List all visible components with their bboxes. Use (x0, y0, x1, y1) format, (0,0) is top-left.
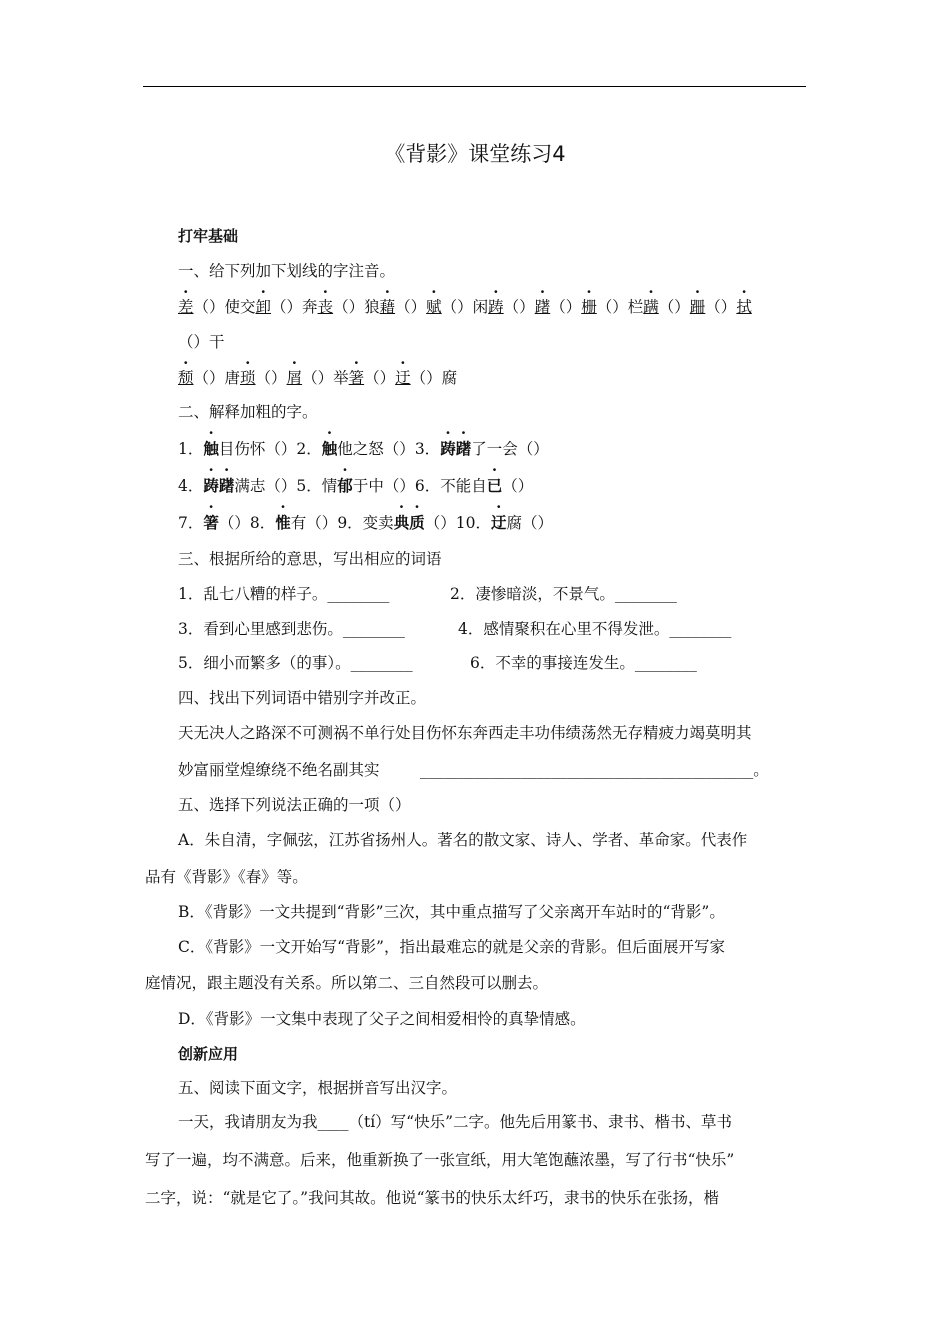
q2-line3-bold-char-2-1: 质 (409, 513, 425, 532)
q1-row1-char-0: 差 (178, 298, 194, 316)
section-basic-heading: 打牢基础 (178, 227, 239, 245)
q2-line2-bold-word-2 (487, 476, 503, 495)
q1-row1-text-1: （）奔 (271, 298, 318, 316)
q2-line1-bold-char-2-1: 躇 (455, 439, 472, 458)
q1-row2 (178, 368, 457, 388)
q2-heading: 二、解释加粗的字。 (178, 403, 318, 421)
q4-words-line2: 妙富丽堂煌缭绕不绝名副其实 (178, 761, 380, 779)
q2-line1-pre-2: 3． (414, 440, 441, 458)
q2-line1-pre-1: 2． (296, 440, 322, 458)
q2-line1-bold-word-1 (322, 439, 338, 458)
q5-option-c-line1: C．《背影》一文开始写“背影”，指出最难忘的就是父亲的背影。但后面展开写家 (178, 938, 725, 956)
q2-line2-post-0: 满志（） (234, 477, 297, 495)
q1-row2-text-1: （） (255, 369, 287, 387)
q2-line3-bold-word-1 (275, 513, 291, 532)
q3-item-2: 2．凄惨暗淡，不景气。________ (450, 585, 677, 603)
q2-line2-pre-0: 4． (178, 477, 204, 495)
q2-line1 (178, 439, 549, 459)
q2-line3-post-0: （） (218, 514, 250, 532)
q2-line2-bold-char-1-0: 郁 (337, 476, 353, 495)
q2-line2-bold-char-2-0: 已 (486, 476, 503, 495)
q2-line2-bold-word-0 (203, 476, 234, 495)
q1-row1-char-10: 拭 (736, 298, 752, 316)
q1-row1-text-5: （） (503, 298, 535, 316)
q3-item-4: 4．感情聚积在心里不得发泄。________ (458, 620, 732, 638)
q3-item-3: 3．看到心里感到悲伤。________ (178, 620, 405, 638)
q2-line1-post-1: 他之怒（） (337, 440, 415, 458)
q2-line3-bold-word-3 (491, 513, 507, 532)
q5-option-d: D．《背影》一文集中表现了父子之间相爱相怜的真挚情感。 (178, 1010, 586, 1028)
q2-line2-bold-char-0-1: 躇 (218, 476, 235, 495)
q4-heading: 四、找出下列词语中错别字并改正。 (178, 689, 427, 707)
q2-line3-post-1: 有（） (290, 514, 338, 532)
q2-line1-bold-char-1-0: 触 (321, 439, 338, 458)
q1-row1-char-3: 藉 (379, 298, 396, 316)
q1-row1-text-7: （）栏 (596, 298, 644, 316)
q5-option-a-line2: 品有《背影》《春》等。 (145, 868, 308, 886)
q2-line2-pre-1: 5．情 (296, 477, 338, 495)
q1-row2-char-4: 迂 (395, 369, 411, 387)
q1-row1-char-9: 跚 (689, 298, 706, 316)
q2-line2-bold-word-1 (337, 476, 353, 495)
q2-line3-bold-char-0-0: 箸 (203, 513, 219, 532)
q5-option-b: B．《背影》一文共提到“背影”三次，其中重点描写了父亲离开车站时的“背影”。 (178, 903, 725, 921)
q6-passage-line1: 一天，我请朋友为我____（tí）写“快乐”二字。他先后用篆书、隶书、楷书、草书 (178, 1113, 733, 1131)
q2-line3-bold-char-2-0: 典 (393, 513, 410, 532)
q1-row1-text-3: （） (395, 298, 427, 316)
q1-row1-text-0: （）使交 (193, 298, 256, 316)
q3-item-5: 5．细小而繁多（的事）。________ (178, 654, 413, 672)
q2-line3-post-3: 腐（） (506, 514, 553, 532)
q2-line3-pre-0: 7． (178, 514, 204, 532)
q1-row1-char-1: 卸 (255, 298, 272, 316)
q2-line1-bold-char-0-0: 触 (203, 439, 219, 458)
q3-item-6: 6．不幸的事接连发生。________ (470, 654, 697, 672)
q4-words-line1: 天无决人之路深不可测祸不单行处目伤怀东奔西走丰功伟绩荡然无存精疲力竭莫明其 (178, 724, 752, 742)
q1-row2-text-3: （） (364, 369, 396, 387)
q1-row1-char-7: 栅 (581, 298, 597, 316)
q3-heading: 三、根据所给的意思，写出相应的词语 (178, 550, 442, 568)
q2-line2-post-2: （） (502, 477, 534, 495)
q2-line3-bold-word-2 (394, 513, 425, 532)
q1-row1-text-2: （）狼 (333, 298, 380, 316)
q2-line3-pre-3: 10． (455, 514, 491, 532)
q2-line3-post-2: （） (424, 514, 456, 532)
header-rule (143, 86, 806, 87)
q1-row1-text-4: （）闲 (441, 298, 489, 316)
q2-line1-bold-char-2-0: 踌 (440, 439, 456, 458)
q1-row1-text-8: （） (658, 298, 690, 316)
q1-row1-text-9: （） (705, 298, 737, 316)
q1-row2-text-2: （）举 (302, 369, 349, 387)
q2-line3 (178, 513, 553, 533)
q1-row1-char-2: 丧 (317, 298, 334, 316)
q1-row2-text-4: （）腐 (410, 369, 458, 387)
q1-row2-char-0: 颓 (178, 369, 194, 387)
q2-line2-pre-2: 6．不能自 (414, 477, 487, 495)
q6-passage-line2: 写了一遍，均不满意。后来，他重新换了一张宣纸，用大笔饱蘸浓墨，写了行书“快乐” (145, 1151, 735, 1169)
q1-row1-text-6: （） (550, 298, 582, 316)
q1-row1-char-5: 踌 (488, 298, 504, 316)
q2-line2-post-1: 于中（） (352, 477, 415, 495)
section-innov-heading: 创新应用 (178, 1045, 239, 1063)
q2-line1-post-0: 目伤怀（） (218, 440, 297, 458)
q5-option-c-line2: 庭情况，跟主题没有关系。所以第二、三自然段可以删去。 (145, 974, 549, 992)
q2-line2-bold-char-0-0: 踌 (203, 476, 219, 495)
q2-line3-pre-2: 9．变卖 (337, 514, 394, 532)
q2-line2 (178, 476, 533, 496)
q2-line3-bold-char-1-0: 惟 (275, 513, 291, 532)
q3-item-1: 1．乱七八糟的样子。________ (178, 585, 390, 603)
q6-passage-line3: 二字，说：“就是它了。”我问其故。他说“篆书的快乐太纤巧，隶书的快乐在张扬，楷 (145, 1189, 720, 1207)
q2-line1-post-2: 了一会（） (471, 440, 549, 458)
q1-row2-char-3: 箸 (348, 369, 365, 387)
q4-answer-blank: ___________________________________________。 (420, 761, 769, 779)
q1-heading: 一、给下列加下划线的字注音。 (178, 262, 396, 280)
q5-heading: 五、选择下列说法正确的一项（） (178, 796, 411, 814)
q2-line1-pre-0: 1． (178, 440, 204, 458)
q1-row1-char-8: 蹒 (643, 298, 659, 316)
q2-line1-bold-word-0 (203, 439, 219, 458)
q1-row1-tail: （）干 (178, 333, 225, 351)
q5-option-a-line1: A．朱自清，字佩弦，江苏省扬州人。著名的散文家、诗人、学者、革命家。代表作 (178, 831, 748, 849)
q1-row2-text-0: （）唐 (193, 369, 241, 387)
q1-row2-char-1: 琐 (240, 369, 256, 387)
q1-row2-char-2: 屑 (286, 369, 303, 387)
q6-heading: 五、阅读下面文字，根据拼音写出汉字。 (178, 1079, 458, 1097)
q2-line3-bold-word-0 (203, 513, 219, 532)
page-title: 《背影》课堂练习4 (384, 142, 566, 166)
q1-row1-char-6: 躇 (534, 298, 551, 316)
q2-line3-bold-char-3-0: 迂 (490, 513, 507, 532)
q2-line1-bold-word-2 (440, 439, 471, 458)
q2-line3-pre-1: 8． (249, 514, 276, 532)
q1-row1-char-4: 赋 (426, 298, 442, 316)
q1-row1 (178, 297, 752, 317)
